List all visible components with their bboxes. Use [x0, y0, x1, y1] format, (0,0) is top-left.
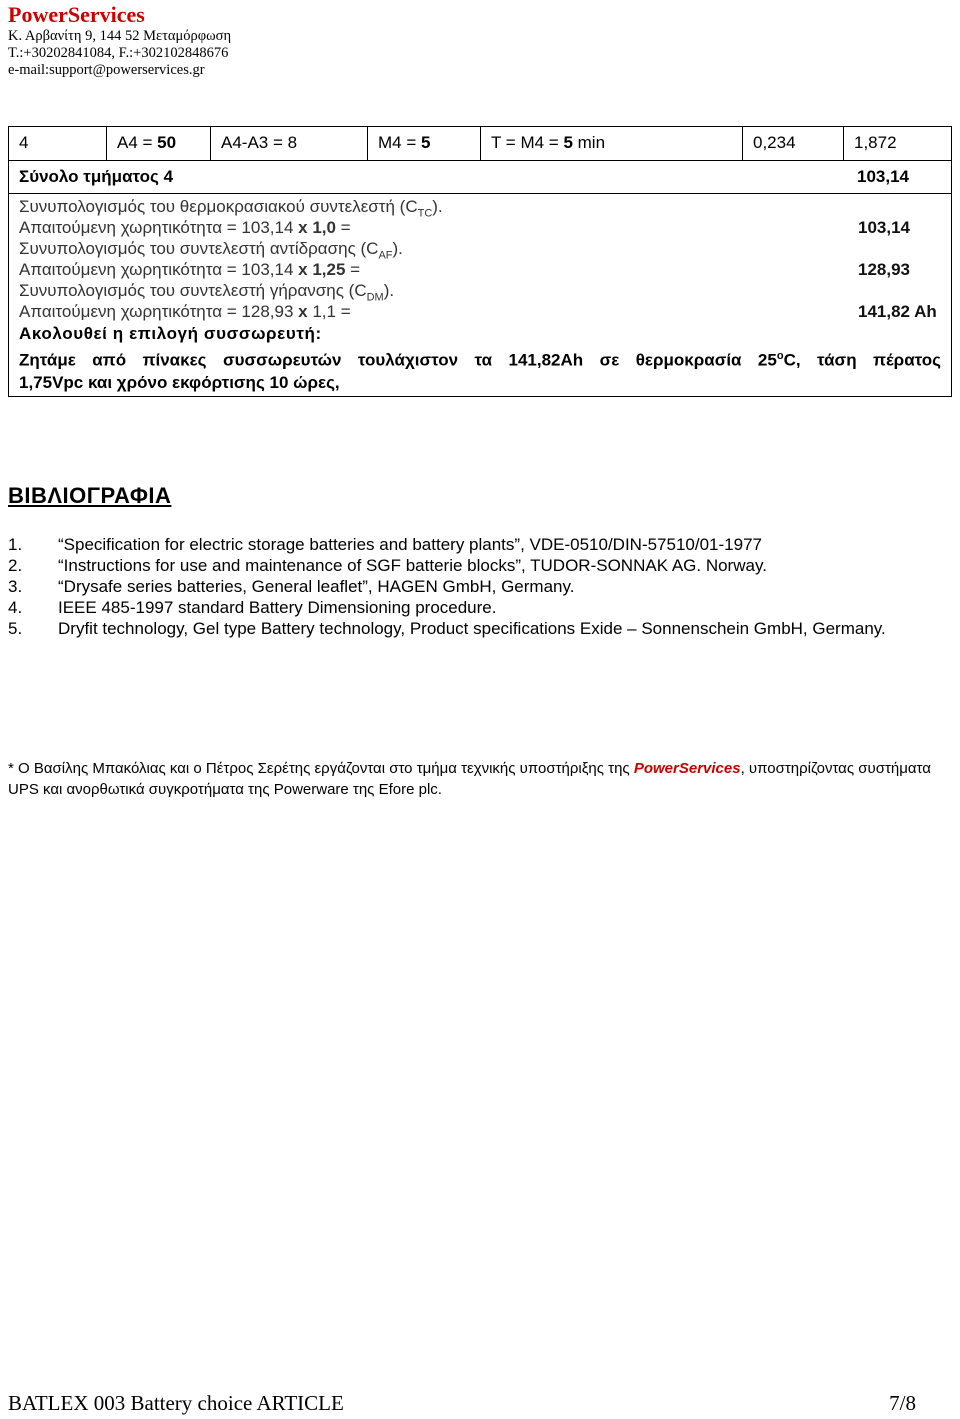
- battery-requirement-line-1: Ζητάμε από πίνακες συσσωρευτών τουλάχιστον τα 141,82Ah σε θερμοκρασία 25$^o$C, τάση πέρατος: [19, 350, 941, 370]
- section-4-row: [9, 127, 951, 161]
- bibliography-list: [8, 534, 948, 639]
- battery-selection-heading: Ακολουθεί η επιλογή συσσωρευτή:: [19, 324, 322, 343]
- list-item: 3. “Drysafe series batteries, General leaflet”, HAGEN GmbH, Germany.: [8, 577, 575, 596]
- factor-cell: 0,234: [743, 127, 844, 160]
- required-capacity-line-1: Απαιτούμενη χωρητικότητα = 103,14 x 1,0 = 103,14: [19, 218, 910, 237]
- company-name: PowerServices: [8, 2, 145, 27]
- author-footnote: * Ο Βασίλης Μπακόλιας και ο Πέτρος Σερέτης εργάζονται στο τμήμα τεχνικής υποστήριξης της PowerServices, υποστηρίζοντας συστήματα UPS και ανορθωτικά συγκροτήματα της Powerware της Efore plc.: [8, 760, 931, 798]
- section-number: 4: [9, 127, 107, 160]
- list-item: 5. Dryfit technology, Gel type Battery technology, Product specifications Exide – Sonnenschein GmbH, Germany.: [8, 619, 886, 638]
- list-item: 2. “Instructions for use and maintenance of SGF batterie blocks”, TUDOR-SONNAK AG. Norway.: [8, 556, 767, 575]
- document-footer-title: BATLEX 003 Battery choice ARTICLE: [8, 1391, 344, 1415]
- temperature-factor-line: Συνυπολογισμός του θερμοκρασιακού συντελεστή $(C_{TC})$.: [19, 197, 443, 220]
- section-total-value: 103,14: [857, 167, 909, 186]
- capacity-calculation: [9, 196, 951, 396]
- section-total-label: Σύνολο τμήματος 4: [19, 167, 174, 186]
- reaction-factor-line: Συνυπολογισμός του συντελεστή αντίδρασης $(C_{AF})$.: [19, 239, 403, 262]
- capacity-cell: 1,872: [854, 133, 897, 152]
- section-total-row: [9, 161, 951, 194]
- required-capacity-line-3: Απαιτούμενη χωρητικότητα = 128,93 x 1,1 = 141,82 Ah: [19, 302, 937, 321]
- list-item: 1. “Specification for electric storage batteries and battery plants”, VDE-0510/DIN-57510/01-1977: [8, 535, 762, 554]
- a4-cell: A4 = 50: [107, 127, 211, 160]
- bibliography-title: ΒΙΒΛΙΟΓΡΑΦΙΑ: [8, 483, 172, 508]
- footnote-brand: PowerServices: [633, 760, 741, 777]
- a4-a3-cell: A4-A3 = 8: [211, 127, 368, 160]
- required-capacity-line-2: Απαιτούμενη χωρητικότητα = 103,14 x 1,25 = 128,93: [19, 260, 910, 279]
- ageing-factor-line: Συνυπολογισμός του συντελεστή γήρανσης $(C_{DM})$.: [19, 281, 395, 304]
- company-email: e-mail:support@powerservices.gr: [8, 62, 205, 78]
- m4-cell: M4 = 5: [368, 127, 481, 160]
- company-phone: Τ.:+302028410​84, F.:+302102848676: [8, 45, 229, 61]
- time-cell: T = M4 = 5 min: [481, 127, 743, 160]
- list-item: 4. IEEE 485-1997 standard Battery Dimensioning procedure.: [8, 598, 497, 617]
- letterhead: [8, 2, 231, 79]
- company-address: Κ. Αρβανίτη 9, 144 52 Μεταμόρφωση: [8, 28, 232, 44]
- calculation-table: [8, 126, 952, 397]
- battery-requirement-line-2: 1,75Vpc και χρόνο εκφόρτισης 10 ώρες,: [19, 372, 340, 392]
- page-number: 7/8: [889, 1391, 916, 1415]
